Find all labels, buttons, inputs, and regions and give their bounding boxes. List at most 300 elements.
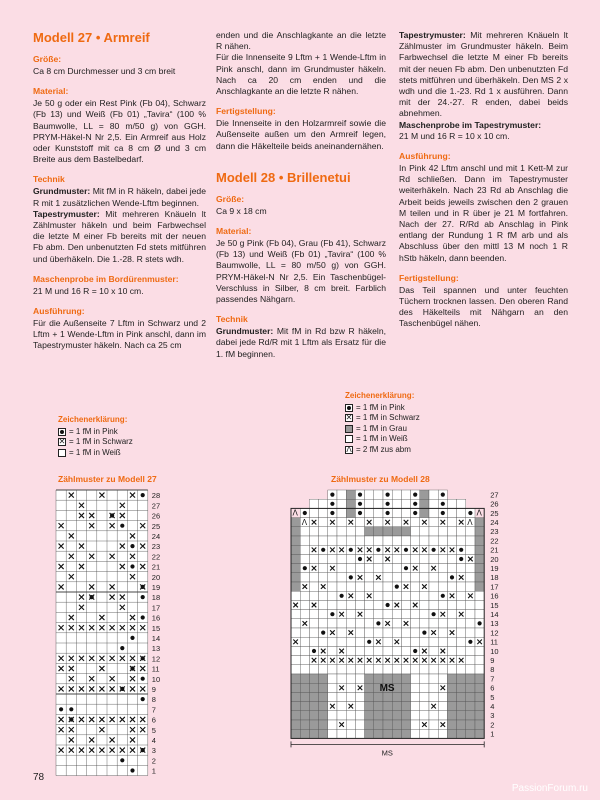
grey-stitch xyxy=(319,720,328,729)
white-stitch xyxy=(365,564,374,573)
white-stitch xyxy=(337,628,346,637)
white-stitch xyxy=(457,499,466,508)
white-stitch xyxy=(447,508,456,517)
white-stitch xyxy=(429,591,438,600)
white-stitch xyxy=(457,536,466,545)
white-stitch xyxy=(346,674,355,683)
grey-stitch xyxy=(475,674,484,683)
grey-stitch xyxy=(420,499,429,508)
grey-stitch xyxy=(447,711,456,720)
white-stitch xyxy=(337,729,346,738)
white-stitch xyxy=(429,554,438,563)
grey-stitch xyxy=(291,720,300,729)
white-stitch xyxy=(447,665,456,674)
pink-stitch xyxy=(130,564,134,568)
grey-stitch xyxy=(291,702,300,711)
grey-stitch xyxy=(475,527,484,536)
white-stitch xyxy=(457,619,466,628)
grey-stitch-icon xyxy=(345,425,353,433)
white-stitch xyxy=(365,499,374,508)
pink-stitch xyxy=(358,502,362,506)
white-stitch xyxy=(328,554,337,563)
row-number: 15 xyxy=(490,600,499,610)
white-stitch-icon xyxy=(345,435,353,443)
pink-stitch xyxy=(321,548,325,552)
white-stitch xyxy=(337,619,346,628)
white-stitch xyxy=(383,591,392,600)
grey-stitch xyxy=(374,729,383,738)
grey-stitch xyxy=(291,683,300,692)
white-stitch xyxy=(374,564,383,573)
white-stitch xyxy=(420,610,429,619)
row-number: 9 xyxy=(151,684,156,694)
model27-ausfuehrung-heading: Ausführung: xyxy=(33,306,85,317)
white-stitch xyxy=(374,508,383,517)
legend-item-white: = 1 fM in Weiß xyxy=(345,434,420,445)
white-stitch xyxy=(309,582,318,591)
grey-stitch xyxy=(365,720,374,729)
white-stitch xyxy=(300,591,309,600)
row-number: 16 xyxy=(151,613,161,623)
white-stitch xyxy=(438,619,447,628)
row-number: 27 xyxy=(490,490,499,500)
white-stitch xyxy=(319,591,328,600)
legend-item-black: ✕ = 1 fM in Schwarz xyxy=(58,437,133,447)
model28-maschenprobe: Maschenprobe im Tapestrymuster: 21 M und 16 R = 10 x 10 cm. xyxy=(399,119,542,141)
grey-stitch xyxy=(401,711,410,720)
pink-stitch xyxy=(69,717,73,721)
white-stitch xyxy=(328,692,337,701)
row-number: 22 xyxy=(490,536,499,546)
grey-stitch xyxy=(291,692,300,701)
white-stitch-icon xyxy=(58,449,66,457)
ms-label: MS xyxy=(381,748,393,758)
white-stitch xyxy=(457,582,466,591)
white-stitch xyxy=(319,518,328,527)
white-stitch xyxy=(429,582,438,591)
model27-ausfuehrung-cont: enden und die Anschlagkante an die letzte R nähen. xyxy=(216,30,386,52)
white-stitch xyxy=(374,536,383,545)
pink-stitch xyxy=(141,585,145,589)
grey-stitch xyxy=(475,536,484,545)
pink-stitch xyxy=(441,511,445,515)
white-stitch xyxy=(291,591,300,600)
white-stitch xyxy=(346,637,355,646)
grey-stitch xyxy=(383,527,392,536)
row-number: 21 xyxy=(151,562,161,572)
white-stitch xyxy=(365,508,374,517)
white-stitch xyxy=(401,499,410,508)
model27-maschenprobe-heading: Maschenprobe im Bordürenmuster: xyxy=(33,273,179,284)
white-stitch xyxy=(457,508,466,517)
white-stitch xyxy=(337,674,346,683)
pink-stitch xyxy=(468,640,472,644)
grey-stitch xyxy=(291,729,300,738)
grey-stitch xyxy=(475,702,484,711)
grey-stitch xyxy=(365,674,374,683)
white-stitch xyxy=(346,554,355,563)
pink-stitch xyxy=(349,548,353,552)
white-stitch xyxy=(337,527,346,536)
white-stitch xyxy=(411,720,420,729)
white-stitch xyxy=(355,564,364,573)
white-stitch xyxy=(420,674,429,683)
white-stitch xyxy=(383,536,392,545)
white-stitch xyxy=(383,665,392,674)
grey-stitch xyxy=(291,564,300,573)
grey-stitch xyxy=(309,711,318,720)
grey-stitch xyxy=(447,729,456,738)
white-stitch xyxy=(429,711,438,720)
white-stitch xyxy=(411,536,420,545)
legend-model28 xyxy=(345,391,420,455)
pink-stitch xyxy=(413,502,417,506)
grey-stitch xyxy=(291,554,300,563)
row-number: 9 xyxy=(490,655,495,665)
white-stitch xyxy=(457,591,466,600)
white-stitch xyxy=(355,637,364,646)
white-stitch xyxy=(429,536,438,545)
model28-technik-heading: Technik xyxy=(216,314,248,325)
white-stitch xyxy=(392,499,401,508)
white-stitch xyxy=(420,554,429,563)
row-number: 25 xyxy=(151,521,161,531)
white-stitch xyxy=(337,518,346,527)
white-stitch xyxy=(466,564,475,573)
white-stitch xyxy=(401,600,410,609)
white-stitch xyxy=(475,646,484,655)
model27-fertig: Die Innenseite in den Holzarmreif sowie die Außenseite außen um den Armreif legen, dann die Häkelteile beids aneinandernähen. xyxy=(216,118,386,151)
white-stitch xyxy=(401,554,410,563)
grey-stitch xyxy=(457,683,466,692)
white-stitch xyxy=(346,711,355,720)
row-number: 5 xyxy=(490,692,495,702)
grey-stitch xyxy=(475,720,484,729)
pink-stitch xyxy=(404,566,408,570)
white-stitch xyxy=(300,536,309,545)
white-stitch xyxy=(466,610,475,619)
white-stitch xyxy=(429,692,438,701)
pink-stitch xyxy=(120,524,124,528)
pink-stitch xyxy=(141,493,145,497)
white-stitch xyxy=(401,508,410,517)
grey-stitch xyxy=(309,683,318,692)
grey-stitch xyxy=(291,573,300,582)
white-stitch xyxy=(300,646,309,655)
white-stitch xyxy=(392,508,401,517)
pink-stitch xyxy=(404,548,408,552)
grey-stitch xyxy=(457,674,466,683)
white-stitch xyxy=(319,637,328,646)
white-stitch xyxy=(346,729,355,738)
pink-stitch xyxy=(441,594,445,598)
grey-stitch xyxy=(447,702,456,711)
white-stitch xyxy=(438,729,447,738)
model28-title: Modell 28 • Brillenetui xyxy=(216,169,351,185)
white-stitch xyxy=(438,582,447,591)
white-stitch xyxy=(309,619,318,628)
pink-stitch xyxy=(422,631,426,635)
pink-stitch xyxy=(376,621,380,625)
white-stitch xyxy=(411,610,420,619)
white-stitch xyxy=(300,600,309,609)
pink-stitch xyxy=(478,621,482,625)
pink-stitch xyxy=(69,707,73,711)
black-stitch-icon: ✕ xyxy=(58,437,66,447)
grey-stitch xyxy=(457,720,466,729)
grey-stitch xyxy=(383,674,392,683)
white-stitch xyxy=(328,619,337,628)
pink-stitch xyxy=(321,631,325,635)
pink-stitch xyxy=(130,666,134,670)
white-stitch xyxy=(328,665,337,674)
grey-stitch xyxy=(319,674,328,683)
grey-stitch xyxy=(392,527,401,536)
white-stitch xyxy=(337,711,346,720)
row-number: 1 xyxy=(490,729,495,739)
grey-stitch xyxy=(475,518,484,527)
pink-stitch xyxy=(432,548,436,552)
grey-stitch xyxy=(319,683,328,692)
pink-stitch xyxy=(141,656,145,660)
white-stitch xyxy=(392,628,401,637)
grey-stitch xyxy=(475,573,484,582)
grey-stitch xyxy=(365,702,374,711)
white-stitch xyxy=(355,628,364,637)
row-number: 7 xyxy=(490,674,495,684)
white-stitch xyxy=(429,527,438,536)
pink-stitch xyxy=(330,612,334,616)
white-stitch xyxy=(401,573,410,582)
white-stitch xyxy=(392,646,401,655)
white-stitch xyxy=(309,554,318,563)
row-number: 23 xyxy=(151,542,161,552)
white-stitch xyxy=(300,545,309,554)
row-number: 6 xyxy=(490,683,495,693)
grey-stitch xyxy=(475,711,484,720)
white-stitch xyxy=(319,600,328,609)
white-stitch xyxy=(374,591,383,600)
pink-stitch xyxy=(303,566,307,570)
white-stitch xyxy=(309,610,318,619)
model27-grundmuster: Grundmuster: Mit fM in R häkeln, dabei jede R mit 1 zusätzlichen Wende-Lftm beginnen. xyxy=(33,186,206,208)
row-number: 28 xyxy=(151,491,161,501)
row-number: 11 xyxy=(490,637,498,647)
row-number: 20 xyxy=(151,572,161,582)
white-stitch xyxy=(291,646,300,655)
grey-stitch xyxy=(457,692,466,701)
white-stitch xyxy=(420,683,429,692)
white-stitch xyxy=(374,600,383,609)
row-number: 10 xyxy=(151,674,161,684)
white-stitch xyxy=(337,692,346,701)
white-stitch xyxy=(374,518,383,527)
white-stitch xyxy=(346,536,355,545)
model28-material-heading: Material: xyxy=(216,226,252,237)
decrease-stitch: Λ xyxy=(476,508,482,518)
grey-stitch xyxy=(319,692,328,701)
white-stitch xyxy=(420,637,429,646)
white-stitch xyxy=(429,637,438,646)
row-number: 14 xyxy=(151,633,161,643)
white-stitch xyxy=(365,610,374,619)
white-stitch xyxy=(355,702,364,711)
grey-stitch xyxy=(392,729,401,738)
white-stitch xyxy=(355,729,364,738)
white-stitch xyxy=(466,600,475,609)
row-number: 21 xyxy=(490,545,499,555)
white-stitch xyxy=(291,665,300,674)
row-number: 12 xyxy=(151,654,161,664)
row-number: 8 xyxy=(490,665,495,675)
white-stitch xyxy=(309,508,318,517)
white-stitch xyxy=(401,628,410,637)
grey-stitch xyxy=(346,499,355,508)
white-stitch xyxy=(374,490,383,499)
pink-stitch xyxy=(130,636,134,640)
white-stitch xyxy=(291,619,300,628)
grey-stitch xyxy=(346,490,355,499)
row-number: 2 xyxy=(490,720,495,730)
white-stitch xyxy=(355,518,364,527)
white-stitch xyxy=(328,536,337,545)
grey-stitch xyxy=(300,702,309,711)
model28-size: Ca 9 x 18 cm xyxy=(216,205,267,216)
model28-fertig-heading: Fertigstellung: xyxy=(399,272,459,283)
white-stitch xyxy=(457,646,466,655)
white-stitch xyxy=(328,600,337,609)
pink-stitch xyxy=(141,677,145,681)
row-number: 11 xyxy=(151,664,160,674)
row-number: 27 xyxy=(151,501,161,511)
pink-stitch xyxy=(413,511,417,515)
grey-stitch xyxy=(383,711,392,720)
white-stitch xyxy=(392,536,401,545)
white-stitch xyxy=(438,702,447,711)
grey-stitch xyxy=(392,711,401,720)
white-stitch xyxy=(447,564,456,573)
white-stitch xyxy=(365,573,374,582)
pink-stitch xyxy=(330,493,334,497)
legend-model27 xyxy=(58,415,133,458)
white-stitch xyxy=(365,582,374,591)
grey-stitch xyxy=(374,702,383,711)
white-stitch xyxy=(466,646,475,655)
white-stitch xyxy=(466,628,475,637)
model28-material: Je 50 g Pink (Fb 04), Grau (Fb 41), Schwarz (Fb 13) und Weiß (Fb 01) „Tavira“ (100 % Baumwolle, LL = 80 m/50 g) von GGH. PRYM-Häkel-N Nr 2,5. Ein Taschenbügel-Verschluss in Silber, 8 cm breit. Farblich passendes Nähgarn. xyxy=(216,238,386,305)
model27-material: Je 50 g oder ein Rest Pink (Fb 04), Schwarz (Fb 13) und Weiß (Fb 01) „Tavira“ (100 % Baumwolle, LL = 80 m/50 g) von GGH. PRYM-Häkel-N Nr 2,5. Ein Armreif aus Holz oder Kunststoff mit ca 8 cm Ø und 3 cm Breite aus dem Bastelbedarf. xyxy=(33,98,206,165)
model27-maschenprobe: 21 M und 16 R = 10 x 10 cm. xyxy=(33,285,144,296)
white-stitch xyxy=(346,692,355,701)
row-number: 26 xyxy=(490,499,499,509)
white-stitch xyxy=(346,665,355,674)
white-stitch xyxy=(346,600,355,609)
white-stitch xyxy=(438,564,447,573)
white-stitch xyxy=(420,600,429,609)
white-stitch xyxy=(374,646,383,655)
pink-stitch xyxy=(413,649,417,653)
white-stitch xyxy=(328,674,337,683)
grey-stitch xyxy=(466,711,475,720)
white-stitch xyxy=(328,591,337,600)
row-number: 8 xyxy=(151,695,156,705)
white-stitch xyxy=(447,600,456,609)
grey-stitch xyxy=(457,702,466,711)
pink-stitch xyxy=(340,594,344,598)
white-stitch xyxy=(383,564,392,573)
white-stitch xyxy=(429,646,438,655)
white-stitch xyxy=(337,702,346,711)
page-number: 78 xyxy=(33,772,45,783)
pink-stitch xyxy=(441,493,445,497)
white-stitch xyxy=(392,554,401,563)
pink-stitch xyxy=(120,646,124,650)
grey-stitch xyxy=(475,729,484,738)
white-stitch xyxy=(337,582,346,591)
white-stitch xyxy=(337,508,346,517)
chart27-title: Zählmuster zu Modell 27 xyxy=(58,474,157,484)
white-stitch xyxy=(411,711,420,720)
white-stitch xyxy=(319,527,328,536)
white-stitch xyxy=(365,619,374,628)
grey-stitch xyxy=(392,702,401,711)
row-number: 3 xyxy=(490,711,495,721)
row-number: 4 xyxy=(151,735,156,745)
white-stitch xyxy=(475,665,484,674)
white-stitch xyxy=(438,711,447,720)
legend-item-decrease: Λ = 2 fM zus abm xyxy=(346,444,411,454)
grey-stitch xyxy=(383,702,392,711)
row-number: 3 xyxy=(151,746,156,756)
grey-stitch xyxy=(346,508,355,517)
white-stitch xyxy=(291,656,300,665)
white-stitch xyxy=(438,536,447,545)
white-stitch xyxy=(300,554,309,563)
white-stitch xyxy=(438,665,447,674)
white-stitch xyxy=(383,646,392,655)
white-stitch xyxy=(346,582,355,591)
pink-stitch xyxy=(413,493,417,497)
grey-stitch xyxy=(291,582,300,591)
white-stitch xyxy=(466,545,475,554)
white-stitch xyxy=(401,490,410,499)
row-number: 26 xyxy=(151,511,161,521)
legend-item-pink: = 1 fM in Pink xyxy=(345,403,420,414)
white-stitch xyxy=(411,729,420,738)
chart28-title: Zählmuster zu Modell 28 xyxy=(331,474,430,484)
white-stitch xyxy=(355,536,364,545)
white-stitch xyxy=(319,610,328,619)
white-stitch xyxy=(300,656,309,665)
white-stitch xyxy=(355,527,364,536)
white-stitch xyxy=(466,665,475,674)
legend-item-grey: = 1 fM in Grau xyxy=(345,424,420,435)
white-stitch xyxy=(328,582,337,591)
white-stitch xyxy=(438,692,447,701)
grey-stitch xyxy=(401,527,410,536)
row-number: 19 xyxy=(490,563,499,573)
pink-stitch xyxy=(110,513,114,517)
pink-stitch xyxy=(395,585,399,589)
white-stitch xyxy=(300,610,309,619)
row-number: 2 xyxy=(151,756,156,766)
grey-stitch xyxy=(401,674,410,683)
white-stitch xyxy=(447,499,456,508)
white-stitch xyxy=(447,582,456,591)
white-stitch xyxy=(374,554,383,563)
grey-stitch xyxy=(300,720,309,729)
white-stitch xyxy=(420,692,429,701)
